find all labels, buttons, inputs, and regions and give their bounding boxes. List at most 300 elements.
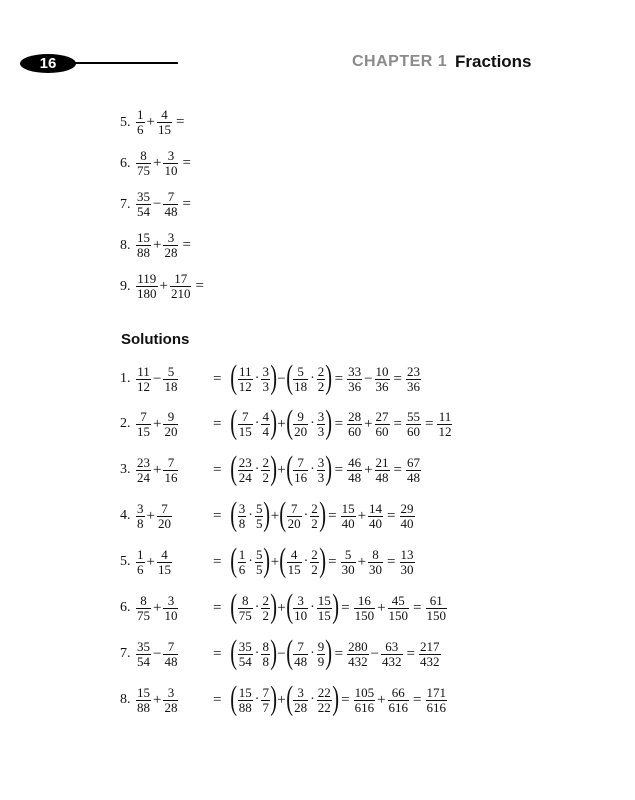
left-paren: (	[230, 680, 238, 717]
operator: +	[153, 461, 162, 478]
left-paren: (	[230, 496, 238, 533]
denominator: 30	[369, 561, 383, 577]
left-paren: (	[230, 404, 238, 441]
denominator: 48	[164, 653, 178, 669]
equals-sign: =	[213, 415, 222, 432]
denominator: 616	[388, 699, 409, 715]
left-paren: (	[286, 588, 293, 625]
fraction	[388, 594, 410, 623]
numerator: 5	[167, 363, 175, 379]
numerator: 7	[290, 500, 298, 516]
fraction	[261, 456, 270, 485]
numerator: 4	[161, 546, 168, 562]
solution-lhs	[135, 548, 201, 577]
left-paren: (	[279, 542, 287, 579]
fraction	[136, 410, 151, 439]
numerator: 23	[407, 363, 420, 379]
numerator: 16	[357, 592, 371, 608]
fraction	[136, 365, 151, 394]
fraction	[238, 640, 253, 669]
numerator: 46	[348, 454, 362, 470]
page-number-badge: 16	[20, 54, 76, 73]
numerator: 11	[239, 363, 252, 379]
times-dot: ·	[254, 416, 260, 431]
solution-lhs	[135, 640, 201, 669]
operator: −	[277, 370, 286, 387]
solution-lhs	[135, 456, 201, 485]
denominator: 54	[238, 653, 252, 669]
fraction	[426, 594, 448, 623]
denominator: 15	[317, 607, 331, 623]
denominator: 2	[262, 469, 269, 485]
numerator: 2	[262, 592, 269, 608]
denominator: 9	[317, 653, 325, 669]
operator: +	[153, 691, 162, 708]
right-paren: )	[270, 634, 278, 671]
denominator: 10	[164, 607, 178, 623]
numerator: 11	[438, 408, 452, 424]
fraction	[261, 640, 270, 669]
denominator: 16	[294, 469, 308, 485]
fraction	[293, 365, 308, 394]
operator: +	[277, 415, 286, 432]
equals-sign: =	[425, 415, 434, 432]
denominator: 88	[137, 245, 150, 260]
numerator: 8	[372, 546, 379, 562]
solution-lhs	[135, 365, 201, 394]
fraction	[406, 365, 421, 394]
fraction	[406, 410, 421, 439]
fraction	[347, 640, 369, 669]
solution-row	[120, 680, 448, 717]
right-paren: )	[319, 496, 326, 533]
denominator: 20	[157, 515, 171, 531]
fraction	[238, 502, 247, 531]
denominator: 28	[164, 699, 178, 715]
numerator: 1	[137, 107, 144, 122]
numerator: 9	[317, 638, 325, 654]
numerator: 21	[375, 454, 389, 470]
equals-sign: =	[182, 155, 191, 171]
fraction	[317, 410, 326, 439]
operator: +	[146, 553, 155, 570]
fraction	[287, 502, 302, 531]
solution-row	[120, 359, 422, 396]
equals-sign: =	[393, 415, 402, 432]
exercise-row	[120, 108, 187, 137]
numerator: 4	[161, 107, 168, 122]
times-dot: ·	[248, 508, 253, 523]
operator: +	[357, 553, 367, 570]
solution-number: 4.	[120, 508, 131, 523]
denominator: 15	[238, 423, 252, 439]
right-paren: )	[270, 680, 278, 717]
denominator: 40	[341, 515, 355, 531]
numerator: 66	[391, 684, 405, 700]
denominator: 22	[317, 699, 331, 715]
denominator: 18	[294, 378, 308, 394]
fraction	[261, 410, 270, 439]
numerator: 171	[426, 684, 446, 700]
numerator: 10	[375, 363, 389, 379]
times-dot: ·	[248, 554, 253, 569]
denominator: 75	[137, 607, 150, 623]
equals-sign: =	[213, 507, 222, 524]
numerator: 45	[391, 592, 405, 608]
denominator: 12	[438, 423, 452, 439]
times-dot: ·	[310, 600, 315, 615]
denominator: 54	[137, 204, 150, 219]
operator: +	[277, 691, 286, 708]
operator: +	[153, 599, 162, 616]
equals-sign: =	[334, 461, 344, 478]
right-paren: )	[270, 588, 278, 625]
operator: −	[153, 645, 162, 662]
solution-number: 6.	[120, 600, 131, 615]
fraction	[136, 548, 145, 577]
numerator: 55	[407, 408, 420, 424]
fraction	[341, 548, 356, 577]
denominator: 48	[348, 469, 362, 485]
numerator: 7	[161, 500, 168, 516]
fraction	[287, 548, 302, 577]
denominator: 616	[426, 699, 446, 715]
denominator: 15	[287, 561, 301, 577]
denominator: 616	[354, 699, 375, 715]
fraction	[163, 149, 178, 178]
fraction	[170, 272, 192, 301]
numerator: 2	[311, 546, 318, 562]
numerator: 2	[262, 454, 269, 470]
right-paren: )	[332, 588, 339, 625]
denominator: 20	[164, 423, 178, 439]
operator: +	[364, 461, 373, 478]
equals-sign: =	[328, 507, 337, 524]
solution-number: 5.	[120, 554, 131, 569]
numerator: 15	[137, 684, 150, 700]
solution-number: 3.	[120, 462, 131, 477]
denominator: 12	[137, 378, 150, 394]
left-paren: (	[286, 634, 293, 671]
operator: +	[277, 599, 286, 616]
numerator: 8	[242, 592, 249, 608]
equals-sign: =	[213, 691, 222, 708]
numerator: 8	[140, 592, 147, 608]
equals-sign: =	[213, 370, 222, 387]
times-dot: ·	[303, 508, 309, 523]
denominator: 36	[348, 378, 362, 394]
exercise-row	[120, 149, 194, 178]
solution-row	[120, 496, 416, 533]
exercise-row	[120, 190, 194, 219]
denominator: 28	[294, 699, 308, 715]
numerator: 3	[297, 684, 304, 700]
fraction	[255, 548, 264, 577]
numerator: 7	[140, 408, 147, 424]
denominator: 150	[354, 607, 375, 623]
solution-lhs	[135, 686, 201, 715]
denominator: 6	[137, 122, 144, 137]
denominator: 60	[348, 423, 362, 439]
right-paren: )	[263, 496, 271, 533]
denominator: 8	[262, 653, 269, 669]
left-paren: (	[230, 542, 238, 579]
numerator: 33	[348, 363, 362, 379]
left-paren: (	[230, 359, 238, 396]
numerator: 3	[137, 500, 144, 516]
exercise-number: 8.	[120, 237, 131, 253]
operator: +	[153, 415, 162, 432]
fraction	[157, 548, 172, 577]
numerator: 23	[137, 454, 150, 470]
fraction	[400, 548, 415, 577]
equals-sign: =	[334, 415, 344, 432]
left-paren: (	[230, 588, 238, 625]
denominator: 75	[137, 163, 150, 178]
denominator: 3	[262, 378, 269, 394]
denominator: 5	[255, 515, 263, 531]
times-dot: ·	[254, 600, 260, 615]
denominator: 150	[388, 607, 409, 623]
numerator: 23	[238, 454, 252, 470]
denominator: 88	[137, 699, 150, 715]
denominator: 48	[407, 469, 420, 485]
denominator: 88	[238, 699, 252, 715]
left-paren: (	[230, 634, 238, 671]
denominator: 8	[238, 515, 246, 531]
numerator: 29	[400, 500, 414, 516]
equals-sign: =	[393, 461, 402, 478]
equals-sign: =	[334, 645, 344, 662]
equals-sign: =	[328, 553, 337, 570]
equals-sign: =	[341, 599, 350, 616]
fraction	[261, 365, 270, 394]
numerator: 3	[317, 454, 325, 470]
fraction	[317, 594, 332, 623]
fraction	[317, 365, 326, 394]
denominator: 6	[238, 561, 246, 577]
right-paren: )	[270, 450, 278, 487]
numerator: 9	[297, 408, 304, 424]
fraction	[310, 502, 319, 531]
solution-lhs	[135, 594, 201, 623]
denominator: 10	[294, 607, 308, 623]
denominator: 15	[157, 561, 171, 577]
exercise-number: 7.	[120, 196, 131, 212]
denominator: 432	[382, 653, 402, 669]
solution-number: 1.	[120, 371, 131, 386]
fraction	[238, 456, 253, 485]
numerator: 7	[262, 684, 269, 700]
numerator: 61	[429, 592, 443, 608]
denominator: 20	[294, 423, 308, 439]
denominator: 15	[157, 122, 171, 137]
numerator: 8	[140, 148, 147, 163]
times-dot: ·	[254, 646, 260, 661]
numerator: 5	[344, 546, 352, 562]
numerator: 119	[137, 271, 157, 286]
fraction	[381, 640, 403, 669]
fraction	[238, 365, 253, 394]
left-paren: (	[286, 680, 293, 717]
denominator: 60	[375, 423, 389, 439]
fraction	[368, 548, 383, 577]
operator: −	[153, 196, 162, 212]
denominator: 2	[317, 378, 325, 394]
fraction	[400, 502, 415, 531]
denominator: 2	[262, 607, 269, 623]
fraction	[136, 190, 151, 219]
solution-number: 2.	[120, 416, 131, 431]
denominator: 20	[287, 515, 301, 531]
operator: −	[153, 370, 162, 387]
equals-sign: =	[213, 645, 222, 662]
operator: +	[146, 114, 155, 130]
operator: +	[377, 599, 386, 616]
numerator: 15	[317, 592, 331, 608]
fraction	[163, 365, 178, 394]
denominator: 180	[137, 286, 157, 301]
denominator: 24	[238, 469, 252, 485]
numerator: 4	[290, 546, 298, 562]
denominator: 2	[311, 561, 318, 577]
equals-sign: =	[387, 507, 396, 524]
operator: −	[370, 645, 380, 662]
numerator: 9	[167, 408, 175, 424]
operator: +	[146, 507, 155, 524]
right-paren: )	[270, 359, 278, 396]
fraction	[437, 410, 452, 439]
denominator: 48	[294, 653, 308, 669]
denominator: 60	[407, 423, 420, 439]
right-paren: )	[319, 542, 326, 579]
exercise-row	[120, 231, 194, 260]
exercise-number: 9.	[120, 278, 131, 294]
equals-sign: =	[213, 461, 222, 478]
equals-sign: =	[341, 691, 350, 708]
numerator: 3	[167, 230, 175, 245]
numerator: 67	[407, 454, 420, 470]
solution-row	[120, 450, 422, 487]
fraction	[354, 686, 376, 715]
denominator: 4	[262, 423, 269, 439]
fraction	[136, 456, 151, 485]
numerator: 27	[375, 408, 389, 424]
fraction	[261, 686, 270, 715]
fraction	[238, 410, 253, 439]
numerator: 22	[317, 684, 331, 700]
numerator: 13	[400, 546, 414, 562]
fraction	[354, 594, 376, 623]
numerator: 15	[137, 230, 150, 245]
denominator: 48	[164, 204, 178, 219]
numerator: 35	[238, 638, 252, 654]
numerator: 15	[341, 500, 355, 516]
numerator: 5	[297, 363, 304, 379]
denominator: 6	[137, 561, 144, 577]
exercise-row	[120, 272, 207, 301]
fraction	[238, 548, 247, 577]
numerator: 1	[238, 546, 246, 562]
denominator: 75	[238, 607, 252, 623]
denominator: 150	[426, 607, 446, 623]
equals-sign: =	[387, 553, 396, 570]
numerator: 7	[242, 408, 249, 424]
operator: +	[153, 155, 162, 171]
exercise-number: 6.	[120, 155, 131, 171]
fraction	[255, 502, 264, 531]
fraction	[136, 108, 145, 137]
numerator: 2	[311, 500, 318, 516]
fraction	[293, 410, 308, 439]
equals-sign: =	[195, 278, 204, 294]
right-paren: )	[325, 404, 333, 441]
left-paren: (	[286, 450, 293, 487]
numerator: 5	[255, 500, 263, 516]
numerator: 3	[167, 592, 175, 608]
times-dot: ·	[310, 646, 315, 661]
denominator: 2	[311, 515, 318, 531]
operator: +	[364, 415, 373, 432]
numerator: 7	[297, 638, 304, 654]
fraction	[157, 502, 172, 531]
fraction	[136, 231, 151, 260]
numerator: 7	[167, 189, 175, 204]
fraction	[293, 640, 308, 669]
operator: +	[270, 507, 280, 524]
numerator: 3	[297, 592, 304, 608]
equals-sign: =	[213, 553, 222, 570]
numerator: 7	[167, 638, 175, 654]
fraction	[375, 365, 390, 394]
denominator: 24	[137, 469, 150, 485]
equals-sign: =	[334, 370, 344, 387]
times-dot: ·	[310, 692, 315, 707]
numerator: 35	[137, 638, 150, 654]
right-paren: )	[325, 634, 333, 671]
times-dot: ·	[254, 692, 260, 707]
operator: +	[377, 691, 386, 708]
solution-row	[120, 634, 442, 671]
numerator: 1	[137, 546, 144, 562]
solution-lhs	[135, 502, 201, 531]
numerator: 35	[137, 189, 150, 204]
times-dot: ·	[303, 554, 309, 569]
denominator: 15	[137, 423, 150, 439]
right-paren: )	[325, 450, 333, 487]
denominator: 432	[420, 653, 440, 669]
numerator: 11	[137, 363, 150, 379]
denominator: 18	[164, 378, 178, 394]
operator: −	[277, 645, 286, 662]
fraction	[426, 686, 448, 715]
numerator: 63	[385, 638, 399, 654]
fraction	[136, 149, 151, 178]
fraction	[163, 640, 178, 669]
operator: +	[153, 237, 162, 253]
times-dot: ·	[254, 371, 260, 386]
denominator: 40	[400, 515, 414, 531]
fraction	[419, 640, 441, 669]
fraction	[163, 190, 178, 219]
left-paren: (	[286, 359, 293, 396]
denominator: 3	[317, 469, 325, 485]
numerator: 8	[262, 638, 269, 654]
denominator: 30	[341, 561, 355, 577]
denominator: 16	[164, 469, 178, 485]
equals-sign: =	[413, 599, 422, 616]
left-paren: (	[286, 404, 293, 441]
